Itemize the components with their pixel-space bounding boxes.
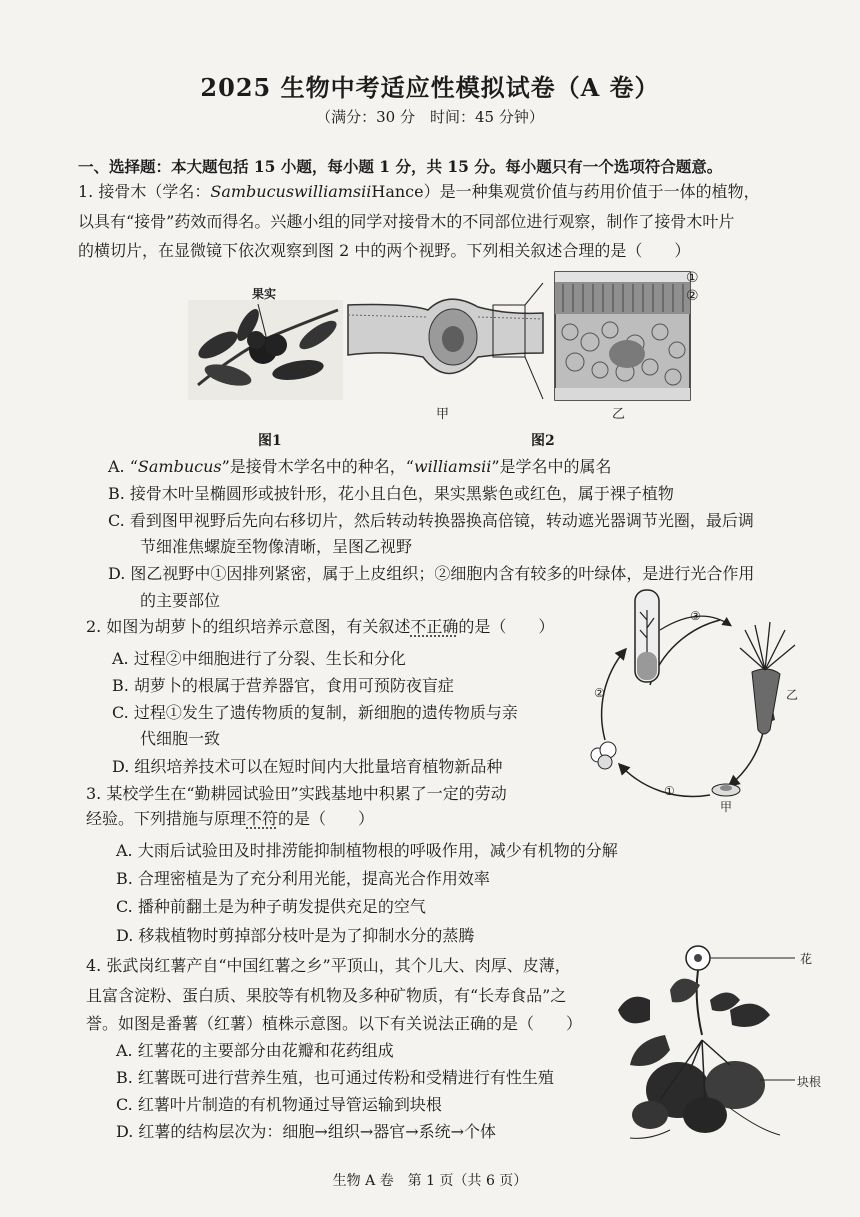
fig1-elder-branch bbox=[188, 290, 343, 400]
q2-option-c[interactable]: C. 过程①发生了遗传物质的复制，新细胞的遗传物质与亲 bbox=[112, 703, 518, 722]
q2-option-d[interactable]: D. 组织培养技术可以在短时间内大批量培育植物新品种 bbox=[112, 757, 503, 776]
q1-option-b[interactable]: B. 接骨木叶呈椭圆形或披针形，花小且白色，果实黑紫色或红色，属于裸子植物 bbox=[108, 484, 674, 503]
exam-subtitle: （满分：30 分 时间：45 分钟） bbox=[316, 108, 544, 126]
q4-option-a[interactable]: A. 红薯花的主要部分由花瓣和花药组成 bbox=[116, 1041, 394, 1060]
q2-option-b[interactable]: B. 胡萝卜的根属于营养器官，食用可预防夜盲症 bbox=[112, 676, 454, 695]
q1-option-d[interactable]: D. 图乙视野中①因排列紧密，属于上皮组织；②细胞内含有较多的叶绿体，是进行光合作用 bbox=[108, 564, 755, 583]
q4-option-c[interactable]: C. 红薯叶片制造的有机物通过导管运输到块根 bbox=[116, 1095, 442, 1114]
q1-option-d-cont: 的主要部位 bbox=[140, 591, 221, 610]
fig2-yi-label: 乙 bbox=[612, 407, 626, 422]
fig2-caption: 图2 bbox=[531, 433, 555, 449]
q1-stem-line3: 的横切片，在显微镜下依次观察到图 2 中的两个视野。下列相关叙述合理的是（ ） bbox=[78, 241, 691, 260]
q2-stem-text: 的是（ ） bbox=[458, 617, 555, 636]
sweet-potato-plant-figure bbox=[610, 940, 800, 1145]
q3-stem-line1: 3. 某校学生在“勤耕园试验田”实践基地中积累了一定的劳动 bbox=[86, 784, 507, 803]
q1-stem-text: 1. 接骨木（学名： bbox=[78, 182, 211, 201]
q3-stem-text: 的是（ ） bbox=[278, 809, 375, 828]
q4-option-d[interactable]: D. 红薯的结构层次为：细胞→组织→器官→系统→个体 bbox=[116, 1122, 497, 1141]
option-text: ”是学名中的属名 bbox=[491, 457, 612, 476]
fig2-mark-1: ① bbox=[686, 270, 699, 286]
option-latin: Sambucus bbox=[137, 457, 222, 476]
option-latin: williamsii bbox=[413, 457, 492, 476]
q3-option-a[interactable]: A. 大雨后试验田及时排涝能抑制植物根的呼吸作用，减少有机物的分解 bbox=[116, 841, 618, 860]
section-heading: 一、选择题：本大题包括 15 小题，每小题 1 分，共 15 分。每小题只有一个选项符合题意。 bbox=[78, 157, 723, 176]
diagram-label-yi: 乙 bbox=[786, 688, 799, 702]
option-text: ”是接骨木学名中的种名，“ bbox=[221, 457, 414, 476]
fig2-leaf-cross-section bbox=[348, 295, 543, 400]
q2-option-c-cont: 代细胞一致 bbox=[140, 729, 221, 748]
diagram-label-jia: 甲 bbox=[720, 800, 733, 814]
q1-stem-line2: 以具有“接骨”药效而得名。兴趣小组的同学对接骨木的不同部位进行观察，制作了接骨木叶片 bbox=[78, 212, 735, 231]
fig2-jia-label: 甲 bbox=[436, 407, 450, 422]
q1-option-a[interactable] bbox=[108, 456, 612, 478]
figure-flower-label: 花 bbox=[800, 952, 813, 966]
fig1-caption: 图1 bbox=[258, 433, 282, 449]
fig2-magnified-view bbox=[555, 272, 690, 402]
q3-stem-text: 经验。下列措施与原理 bbox=[86, 809, 247, 828]
q2-option-a[interactable]: A. 过程②中细胞进行了分裂、生长和分化 bbox=[112, 649, 406, 668]
fig2-mark-2: ② bbox=[686, 288, 699, 304]
q1-option-c-cont: 节细准焦螺旋至物像清晰，呈图乙视野 bbox=[140, 537, 413, 556]
q3-option-c[interactable]: C. 播种前翻土是为种子萌发提供充足的空气 bbox=[116, 897, 426, 916]
diagram-mark-3: ③ bbox=[690, 609, 701, 623]
q1-option-c[interactable]: C. 看到图甲视野后先向右移切片，然后转动转换器换高倍镜，转动遮光器调节光圈，最后调 bbox=[108, 511, 754, 530]
diagram-mark-2: ② bbox=[594, 686, 605, 700]
option-text: A. “ bbox=[108, 457, 138, 476]
q1-stem-text: Hance）是一种集观赏价值与药用价值于一体的植物， bbox=[371, 182, 760, 201]
q1-stem-line1 bbox=[78, 181, 760, 203]
page-footer: 生物 A 卷 第 1 页（共 6 页） bbox=[332, 1173, 528, 1189]
q2-stem-text: 2. 如图为胡萝卜的组织培养示意图，有关叙述 bbox=[86, 617, 411, 636]
q4-stem-line3: 誉。如图是番薯（红薯）植株示意图。以下有关说法正确的是（ ） bbox=[86, 1014, 583, 1033]
exam-title: 2025 生物中考适应性模拟试卷（A 卷） bbox=[200, 73, 660, 102]
q1-latin-name: Sambucuswilliamsii bbox=[210, 182, 372, 201]
fig1-fruit-label: 果实 bbox=[252, 287, 277, 301]
q4-stem-line1: 4. 张武岗红薯产自“中国红薯之乡”平顶山，其个儿大、肉厚、皮薄， bbox=[86, 956, 571, 975]
q3-option-d[interactable]: D. 移栽植物时剪掉部分枝叶是为了抑制水分的蒸腾 bbox=[116, 926, 475, 945]
q3-stem-emphasis: 不符 bbox=[246, 809, 279, 828]
q4-stem-line2: 且富含淀粉、蛋白质、果胶等有机物及多种矿物质，有“长寿食品”之 bbox=[86, 986, 567, 1005]
q2-stem bbox=[86, 616, 554, 638]
q2-stem-emphasis: 不正确 bbox=[410, 617, 459, 636]
figure-tuber-root-label: 块根 bbox=[797, 1075, 822, 1089]
q4-option-b[interactable]: B. 红薯既可进行营养生殖，也可通过传粉和受精进行有性生殖 bbox=[116, 1068, 554, 1087]
diagram-mark-1: ① bbox=[664, 784, 675, 798]
q3-stem-line2 bbox=[86, 808, 374, 830]
carrot-tissue-culture-diagram bbox=[580, 590, 820, 810]
q3-option-b[interactable]: B. 合理密植是为了充分利用光能，提高光合作用效率 bbox=[116, 869, 490, 888]
